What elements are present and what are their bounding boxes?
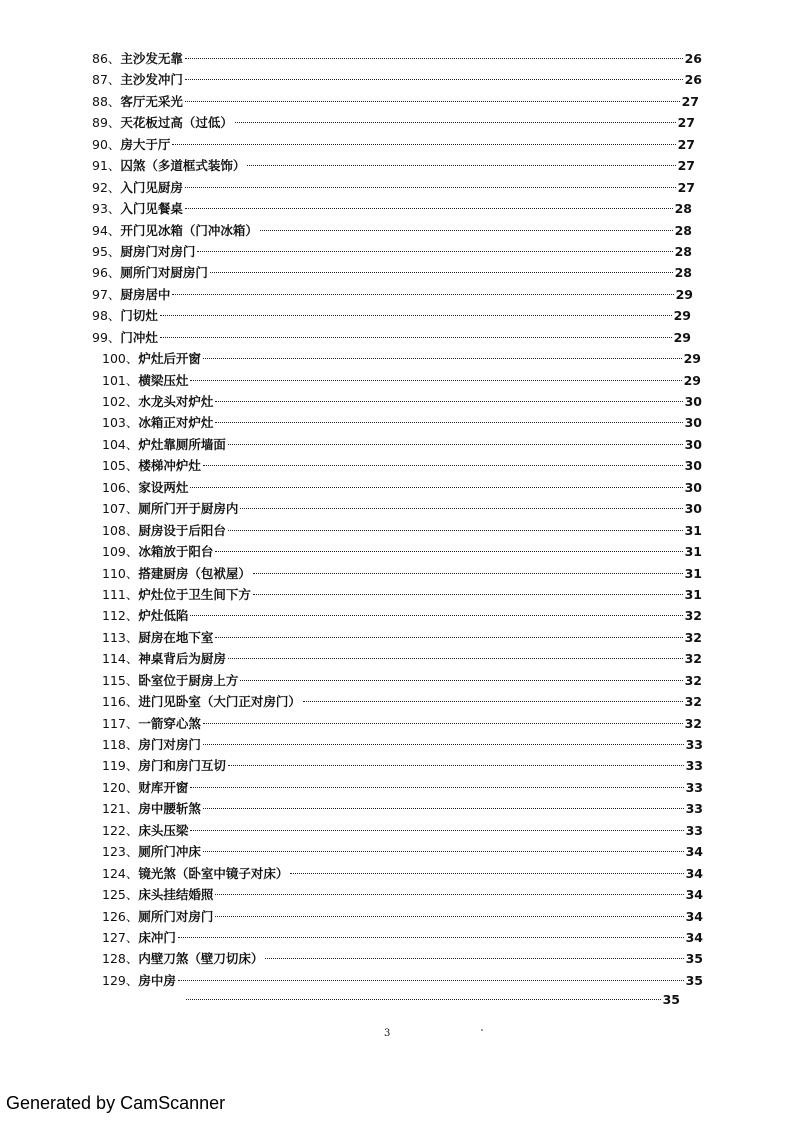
toc-entry [92, 884, 703, 905]
toc-entry-number: 113、 [102, 629, 139, 645]
toc-entry-title: 厨房设于后阳台 [138, 522, 226, 538]
dot-leader [185, 207, 673, 209]
toc-trailing-page: 35 [662, 992, 680, 1007]
toc-entry-title: 厕所门开于厨房内 [138, 501, 239, 517]
toc-entry [92, 112, 695, 133]
dot-leader [185, 186, 676, 188]
toc-entry-title: 主沙发冲门 [120, 72, 183, 88]
toc-entry-page: 31 [684, 565, 702, 581]
toc-entry-title: 冰箱正对炉灶 [138, 415, 214, 431]
dot-leader [190, 614, 682, 616]
dot-leader [228, 657, 683, 659]
toc-entry [92, 520, 702, 541]
toc-entry [92, 69, 702, 90]
toc-entry-page: 30 [684, 458, 702, 474]
toc-entry-title: 炉灶位于卫生间下方 [138, 586, 251, 602]
toc-entry [92, 412, 702, 433]
toc-entry-page: 32 [684, 629, 702, 645]
toc-entry [92, 563, 702, 584]
dot-leader [215, 915, 683, 917]
toc-entry-page: 29 [673, 329, 691, 345]
toc-entry-page: 32 [684, 651, 702, 667]
toc-entry-number: 92、 [92, 179, 121, 195]
toc-entry-page: 35 [685, 972, 703, 988]
toc-entry-title: 房中腰斩煞 [138, 801, 201, 817]
dot-leader [185, 100, 680, 102]
toc-entry-page: 29 [683, 372, 701, 388]
toc-entry-title: 冰箱放于阳台 [138, 544, 214, 560]
toc-entry [92, 713, 702, 734]
toc-entry-page: 35 [685, 951, 703, 967]
toc-entry-title: 厨房门对房门 [120, 243, 196, 259]
toc-entry-title: 囚煞（多道框式装饰） [120, 158, 246, 174]
toc-entry [92, 198, 692, 219]
dot-leader [203, 743, 684, 745]
toc-entry [92, 798, 703, 819]
toc-entry-page: 28 [674, 265, 692, 281]
dot-leader [228, 764, 684, 766]
scan-speck [481, 1029, 483, 1031]
dot-leader [203, 807, 684, 809]
toc-entry [92, 91, 699, 112]
dot-leader [215, 550, 682, 552]
toc-entry-page: 30 [684, 479, 702, 495]
dot-leader [203, 357, 682, 359]
dot-leader [215, 893, 683, 895]
toc-entry-number: 127、 [102, 929, 139, 945]
dot-leader [185, 78, 683, 80]
dot-leader [247, 164, 675, 166]
dot-leader [190, 486, 682, 488]
toc-entry-page: 28 [674, 243, 692, 259]
toc-trailing-leader [186, 992, 680, 1012]
toc-entry [92, 927, 703, 948]
toc-entry-page: 34 [685, 865, 703, 881]
toc-entry-title: 厕所门对厨房门 [120, 265, 208, 281]
toc-entry-number: 102、 [102, 394, 139, 409]
toc-entry-number: 124、 [102, 865, 139, 881]
toc-entry [92, 691, 702, 712]
dot-leader [265, 957, 683, 959]
dot-leader [235, 121, 676, 123]
toc-entry [92, 455, 702, 476]
toc-entry-page: 32 [684, 694, 702, 710]
toc-entry-title: 神桌背后为厨房 [138, 651, 226, 667]
toc-entry-title: 床头挂结婚照 [138, 887, 214, 903]
toc-entry [92, 391, 702, 412]
toc-entry [92, 820, 703, 841]
dot-leader [290, 872, 683, 874]
dot-leader [178, 936, 684, 938]
toc-entry-page: 30 [684, 501, 702, 517]
toc-entry-page: 34 [685, 929, 703, 945]
toc-entry-page: 28 [674, 201, 692, 217]
toc-entry [92, 155, 695, 176]
toc-entry-title: 主沙发无靠 [120, 51, 183, 66]
toc-entry-title: 卧室位于厨房上方 [138, 672, 239, 688]
toc-entry-page: 31 [684, 586, 702, 602]
toc-entry-page: 27 [677, 179, 695, 195]
toc-entry [92, 584, 702, 605]
toc-entry-title: 床冲门 [138, 929, 176, 945]
dot-leader [160, 314, 672, 316]
toc-entry-number: 112、 [102, 608, 139, 624]
toc-entry-number: 128、 [102, 951, 139, 967]
toc-entry [92, 734, 703, 755]
toc-entry-page: 29 [683, 351, 701, 367]
toc-entry-number: 101、 [102, 372, 139, 388]
toc-entry-number: 119、 [102, 758, 139, 774]
toc-entry [92, 627, 702, 648]
toc-entry-page: 29 [673, 308, 691, 324]
toc-entry-number: 123、 [102, 844, 139, 860]
toc-entry-title: 内壁刀煞（壁刀切床） [138, 951, 264, 967]
toc-entry-number: 91、 [92, 158, 121, 174]
toc-entry [92, 541, 702, 562]
toc-entry-page: 34 [685, 844, 703, 860]
dot-leader [172, 293, 673, 295]
toc-entry-page: 32 [684, 672, 702, 688]
toc-entry-title: 家设两灶 [138, 479, 189, 495]
toc-entry-number: 104、 [102, 436, 139, 452]
toc-entry-number: 122、 [102, 822, 139, 838]
toc-entry-page: 33 [685, 758, 703, 774]
toc-entry [92, 906, 703, 927]
toc-entry-page: 31 [684, 522, 702, 538]
toc-entry-number: 88、 [92, 93, 121, 109]
dot-leader [203, 464, 683, 466]
toc-entry-number: 89、 [92, 115, 121, 131]
toc-entry-title: 房门对房门 [138, 737, 201, 752]
toc-entry-page: 29 [675, 286, 693, 302]
toc-entry-number: 95、 [92, 243, 121, 259]
toc-entry-page: 32 [684, 715, 702, 731]
toc-entry-title: 客厅无采光 [120, 93, 183, 109]
toc-entry [92, 284, 693, 305]
toc-entry-page: 33 [685, 779, 703, 795]
toc-entry [92, 863, 703, 884]
toc-entry-title: 床头压梁 [138, 822, 189, 838]
dot-leader [203, 850, 684, 852]
dot-leader [228, 529, 683, 531]
toc-entry-page: 31 [684, 544, 702, 560]
dot-leader [185, 57, 683, 59]
dot-leader [210, 271, 673, 273]
toc-entry-number: 93、 [92, 201, 121, 217]
toc-entry-title: 炉灶靠厕所墙面 [138, 436, 226, 452]
toc-entry [92, 970, 703, 991]
dot-leader [178, 979, 684, 981]
toc-entry-page: 30 [684, 436, 702, 452]
toc-entry [92, 262, 692, 283]
toc-entry-number: 129、 [102, 972, 139, 988]
toc-entry [92, 220, 692, 241]
toc-entry [92, 605, 702, 626]
toc-entry-number: 90、 [92, 136, 121, 152]
toc-entry [92, 241, 692, 262]
toc-entry-title: 厕所门冲床 [138, 844, 201, 860]
dot-leader [190, 379, 681, 381]
toc-entry-page: 33 [685, 737, 703, 752]
page-number: 3 [384, 1028, 391, 1039]
toc-entry-page: 32 [684, 608, 702, 624]
toc-entry-title: 横梁压灶 [138, 372, 189, 388]
toc-entry-number: 118、 [102, 737, 139, 752]
toc-entry-title: 一箭穿心煞 [138, 715, 201, 731]
toc-entry-title: 房大于厅 [120, 136, 171, 152]
toc-entry-title: 厕所门对房门 [138, 908, 214, 924]
toc-entry [92, 370, 701, 391]
toc-entry-number: 103、 [102, 415, 139, 431]
toc-entry-number: 117、 [102, 715, 139, 731]
camscanner-watermark: Generated by CamScanner [6, 1093, 226, 1113]
toc-entry-page: 33 [685, 801, 703, 817]
toc-entry [92, 434, 702, 455]
dot-leader [190, 786, 683, 788]
toc-entry-number: 126、 [102, 908, 139, 924]
toc-entry-title: 厨房在地下室 [138, 629, 214, 645]
toc-entry [92, 134, 695, 155]
toc-entry-number: 116、 [102, 694, 139, 710]
dot-leader [253, 572, 683, 574]
toc-entry-number: 121、 [102, 801, 139, 817]
toc-entry [92, 327, 691, 348]
toc-entry-number: 105、 [102, 458, 139, 474]
toc-entry-page: 27 [677, 158, 695, 174]
toc-entry-number: 108、 [102, 522, 139, 538]
toc-entry-page: 26 [684, 51, 702, 66]
toc-entry-title: 入门见厨房 [120, 179, 183, 195]
toc-entry-title: 财库开窗 [138, 779, 189, 795]
dot-leader [186, 998, 661, 1000]
toc-entry-number: 98、 [92, 308, 121, 324]
dot-leader [303, 700, 683, 702]
dot-leader [240, 679, 682, 681]
toc-entry-title: 天花板过高（过低） [120, 115, 233, 131]
dot-leader [203, 722, 683, 724]
dot-leader [228, 443, 683, 445]
dot-leader [215, 400, 682, 402]
toc-entry [92, 498, 702, 519]
toc-entry-title: 搭建厨房（包袱屋） [138, 565, 251, 581]
toc-entry-page: 33 [685, 822, 703, 838]
toc-entry-page: 28 [674, 222, 692, 238]
toc-entry-page: 26 [684, 72, 702, 88]
toc-entry-title: 入门见餐桌 [120, 201, 183, 217]
toc-entry-title: 开门见冰箱（门冲冰箱） [120, 222, 258, 238]
dot-leader [215, 636, 682, 638]
toc-entry-title: 门冲灶 [120, 329, 158, 345]
toc-entry-number: 111、 [102, 586, 139, 602]
dot-leader [260, 229, 673, 231]
toc-entry-page: 34 [685, 887, 703, 903]
toc-entry-page: 27 [681, 93, 699, 109]
dot-leader [253, 593, 683, 595]
toc-entry-page: 30 [684, 415, 702, 431]
toc-entry-number: 99、 [92, 329, 121, 345]
toc-entry-title: 厨房居中 [120, 286, 171, 302]
toc-entry-number: 110、 [102, 565, 139, 581]
toc-entry-title: 镜光煞（卧室中镜子对床） [138, 865, 289, 881]
dot-leader [172, 143, 675, 145]
toc-entry [92, 648, 702, 669]
toc-entry-page: 34 [685, 908, 703, 924]
toc-entry-number: 100、 [102, 351, 139, 367]
toc-entry-number: 114、 [102, 651, 139, 667]
toc-entry-number: 107、 [102, 501, 139, 517]
toc-entry-number: 87、 [92, 72, 121, 88]
dot-leader [190, 829, 683, 831]
toc-entry [92, 841, 703, 862]
dot-leader [215, 421, 682, 423]
toc-entry-page: 27 [677, 136, 695, 152]
toc-entry [92, 177, 695, 198]
toc-entry [92, 477, 702, 498]
toc-entry-number: 94、 [92, 222, 121, 238]
toc-entry-title: 楼梯冲炉灶 [138, 458, 201, 474]
dot-leader [160, 336, 672, 338]
toc-entry-title: 门切灶 [120, 308, 158, 324]
toc-entry-number: 120、 [102, 779, 139, 795]
toc-entry [92, 670, 702, 691]
toc-entry [92, 755, 703, 776]
toc-entry [92, 777, 703, 798]
toc-entry-title: 炉灶低陷 [138, 608, 189, 624]
toc-entry-title: 炉灶后开窗 [138, 351, 201, 367]
toc-entry-number: 106、 [102, 479, 139, 495]
toc-entry-page: 30 [684, 394, 702, 409]
toc-entry [92, 948, 703, 969]
toc-entry-title: 房门和房门互切 [138, 758, 226, 774]
toc-entry [92, 348, 701, 369]
dot-leader [197, 250, 672, 252]
toc-entry-title: 进门见卧室（大门正对房门） [138, 694, 301, 710]
toc-entry-title: 水龙头对炉灶 [138, 394, 214, 409]
toc-entry-number: 96、 [92, 265, 121, 281]
toc-entry-number: 86、 [92, 51, 121, 66]
toc-entry-number: 115、 [102, 672, 139, 688]
toc-entry-number: 97、 [92, 286, 121, 302]
toc-entry-page: 27 [677, 115, 695, 131]
dot-leader [240, 507, 682, 509]
toc-entry [92, 48, 702, 69]
table-of-contents [92, 48, 703, 991]
toc-entry-number: 125、 [102, 887, 139, 903]
toc-entry [92, 305, 691, 326]
toc-entry-title: 房中房 [138, 972, 176, 988]
toc-entry-number: 109、 [102, 544, 139, 560]
